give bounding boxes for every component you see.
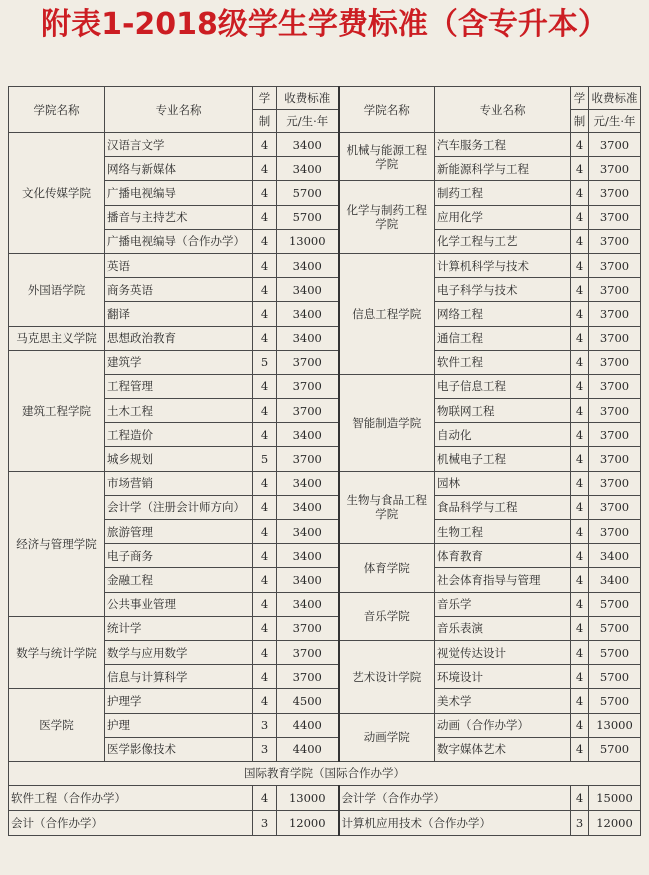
tuition-fee: 3700	[589, 447, 641, 471]
major-name: 旅游管理	[105, 520, 253, 544]
major-name: 工程造价	[105, 423, 253, 447]
tuition-fee: 3700	[589, 278, 641, 302]
major-name: 生物工程	[435, 520, 571, 544]
study-years: 3	[571, 811, 589, 836]
study-years: 4	[253, 471, 277, 495]
study-years: 4	[571, 713, 589, 737]
study-years: 4	[253, 205, 277, 229]
header-college: 学院名称	[9, 87, 105, 133]
major-name: 土木工程	[105, 399, 253, 423]
tuition-fee: 3700	[277, 399, 339, 423]
college-name: 信息工程学院	[339, 253, 435, 374]
tuition-fee: 3400	[277, 253, 339, 277]
tuition-fee: 3400	[589, 568, 641, 592]
study-years: 3	[253, 737, 277, 761]
tuition-fee: 3700	[589, 520, 641, 544]
header-major: 专业名称	[105, 87, 253, 133]
major-name: 计算机科学与技术	[435, 253, 571, 277]
tuition-fee: 3700	[589, 495, 641, 519]
study-years: 4	[571, 471, 589, 495]
college-name: 机械与能源工程学院	[339, 133, 435, 181]
tuition-fee: 3700	[277, 374, 339, 398]
college-name: 外国语学院	[9, 253, 105, 326]
study-years: 4	[571, 157, 589, 181]
major-name: 音乐表演	[435, 616, 571, 640]
major-name: 翻译	[105, 302, 253, 326]
major-name: 食品科学与工程	[435, 495, 571, 519]
intl-major-name: 会计学（合作办学）	[339, 786, 571, 811]
tuition-fee: 3700	[277, 447, 339, 471]
major-name: 美术学	[435, 689, 571, 713]
tuition-fee: 3400	[277, 326, 339, 350]
study-years: 4	[571, 253, 589, 277]
header-years-top: 学	[571, 87, 589, 110]
tuition-fee: 3400	[277, 592, 339, 616]
study-years: 4	[253, 423, 277, 447]
study-years: 4	[253, 544, 277, 568]
header-years-bottom: 制	[571, 110, 589, 133]
major-name: 汉语言文学	[105, 133, 253, 157]
study-years: 4	[571, 302, 589, 326]
major-name: 软件工程	[435, 350, 571, 374]
study-years: 4	[571, 737, 589, 761]
tuition-fee: 3400	[277, 302, 339, 326]
tuition-fee: 13000	[277, 229, 339, 253]
major-name: 物联网工程	[435, 399, 571, 423]
major-name: 新能源科学与工程	[435, 157, 571, 181]
study-years: 4	[571, 278, 589, 302]
header-college: 学院名称	[339, 87, 435, 133]
intl-major-name: 计算机应用技术（合作办学）	[339, 811, 571, 836]
study-years: 4	[571, 786, 589, 811]
study-years: 4	[571, 640, 589, 664]
tuition-fee: 13000	[277, 786, 339, 811]
header-unit: 元/生·年	[277, 110, 339, 133]
table-row	[9, 350, 641, 374]
study-years: 4	[571, 399, 589, 423]
study-years: 4	[253, 786, 277, 811]
study-years: 4	[253, 520, 277, 544]
study-years: 4	[571, 374, 589, 398]
major-name: 护理	[105, 713, 253, 737]
table-row	[9, 616, 641, 640]
tuition-fee: 15000	[589, 786, 641, 811]
major-name: 园林	[435, 471, 571, 495]
study-years: 4	[253, 640, 277, 664]
tuition-fee: 4400	[277, 737, 339, 761]
header-fee: 收费标准	[277, 87, 339, 110]
study-years: 5	[253, 350, 277, 374]
tuition-fee: 3700	[589, 253, 641, 277]
college-name: 化学与制药工程学院	[339, 181, 435, 254]
major-name: 会计学（注册会计师方向）	[105, 495, 253, 519]
study-years: 4	[253, 302, 277, 326]
tuition-fee: 13000	[589, 713, 641, 737]
study-years: 4	[571, 689, 589, 713]
major-name: 商务英语	[105, 278, 253, 302]
tuition-fee: 3400	[589, 544, 641, 568]
study-years: 4	[253, 495, 277, 519]
study-years: 4	[253, 133, 277, 157]
study-years: 4	[571, 568, 589, 592]
table-row	[9, 253, 641, 277]
table-row	[9, 811, 641, 836]
major-name: 工程管理	[105, 374, 253, 398]
tuition-fee: 3700	[589, 471, 641, 495]
major-name: 网络与新媒体	[105, 157, 253, 181]
study-years: 4	[571, 133, 589, 157]
college-name: 文化传媒学院	[9, 133, 105, 254]
tuition-fee: 5700	[589, 592, 641, 616]
study-years: 4	[571, 229, 589, 253]
study-years: 4	[253, 278, 277, 302]
college-name: 艺术设计学院	[339, 640, 435, 713]
major-name: 医学影像技术	[105, 737, 253, 761]
college-name: 建筑工程学院	[9, 350, 105, 471]
major-name: 数字媒体艺术	[435, 737, 571, 761]
tuition-fee: 3400	[277, 495, 339, 519]
tuition-fee: 3400	[277, 157, 339, 181]
college-name: 医学院	[9, 689, 105, 762]
college-name: 数学与统计学院	[9, 616, 105, 689]
tuition-fee: 3700	[589, 157, 641, 181]
major-name: 社会体育指导与管理	[435, 568, 571, 592]
major-name: 网络工程	[435, 302, 571, 326]
tuition-fee: 5700	[589, 640, 641, 664]
study-years: 4	[253, 616, 277, 640]
tuition-fee-table	[8, 86, 641, 836]
major-name: 信息与计算科学	[105, 665, 253, 689]
tuition-fee: 3700	[589, 133, 641, 157]
major-name: 体育教育	[435, 544, 571, 568]
tuition-fee: 3700	[589, 229, 641, 253]
tuition-fee: 5700	[277, 205, 339, 229]
study-years: 4	[253, 326, 277, 350]
header-fee: 收费标准	[589, 87, 641, 110]
major-name: 思想政治教育	[105, 326, 253, 350]
tuition-fee: 5700	[589, 616, 641, 640]
major-name: 建筑学	[105, 350, 253, 374]
major-name: 广播电视编导（合作办学）	[105, 229, 253, 253]
tuition-fee: 3700	[589, 423, 641, 447]
study-years: 4	[571, 205, 589, 229]
study-years: 3	[253, 811, 277, 836]
major-name: 汽车服务工程	[435, 133, 571, 157]
tuition-fee: 3400	[277, 544, 339, 568]
tuition-fee: 12000	[589, 811, 641, 836]
study-years: 4	[571, 592, 589, 616]
tuition-fee: 3400	[277, 568, 339, 592]
tuition-fee: 3700	[277, 640, 339, 664]
major-name: 动画（合作办学）	[435, 713, 571, 737]
major-name: 数学与应用数学	[105, 640, 253, 664]
major-name: 电子科学与技术	[435, 278, 571, 302]
intl-college-title: 国际教育学院（国际合作办学）	[9, 761, 641, 785]
major-name: 化学工程与工艺	[435, 229, 571, 253]
tuition-fee: 3700	[589, 326, 641, 350]
study-years: 4	[571, 181, 589, 205]
study-years: 4	[571, 520, 589, 544]
study-years: 4	[253, 592, 277, 616]
tuition-fee: 3700	[277, 665, 339, 689]
study-years: 4	[571, 350, 589, 374]
major-name: 广播电视编导	[105, 181, 253, 205]
study-years: 4	[571, 665, 589, 689]
major-name: 市场营销	[105, 471, 253, 495]
study-years: 3	[253, 713, 277, 737]
study-years: 4	[253, 253, 277, 277]
tuition-fee: 3400	[277, 520, 339, 544]
intl-major-name: 会计（合作办学）	[9, 811, 253, 836]
table-row	[9, 133, 641, 157]
table-row	[9, 786, 641, 811]
table-row	[9, 689, 641, 713]
header-years-top: 学	[253, 87, 277, 110]
tuition-fee: 4400	[277, 713, 339, 737]
tuition-fee: 5700	[589, 689, 641, 713]
tuition-fee: 3700	[277, 350, 339, 374]
major-name: 城乡规划	[105, 447, 253, 471]
major-name: 视觉传达设计	[435, 640, 571, 664]
table-row	[9, 471, 641, 495]
major-name: 音乐学	[435, 592, 571, 616]
tuition-fee: 3400	[277, 133, 339, 157]
header-years-bottom: 制	[253, 110, 277, 133]
college-name: 体育学院	[339, 544, 435, 592]
major-name: 电子商务	[105, 544, 253, 568]
study-years: 5	[253, 447, 277, 471]
study-years: 4	[253, 157, 277, 181]
header-major: 专业名称	[435, 87, 571, 133]
college-name: 音乐学院	[339, 592, 435, 640]
study-years: 4	[571, 326, 589, 350]
major-name: 通信工程	[435, 326, 571, 350]
tuition-fee: 3700	[589, 374, 641, 398]
tuition-fee: 5700	[277, 181, 339, 205]
tuition-fee: 3700	[277, 616, 339, 640]
major-name: 自动化	[435, 423, 571, 447]
major-name: 应用化学	[435, 205, 571, 229]
tuition-fee: 3400	[277, 471, 339, 495]
major-name: 统计学	[105, 616, 253, 640]
major-name: 英语	[105, 253, 253, 277]
college-name: 经济与管理学院	[9, 471, 105, 616]
tuition-fee: 3400	[277, 423, 339, 447]
study-years: 4	[253, 689, 277, 713]
study-years: 4	[253, 181, 277, 205]
major-name: 环境设计	[435, 665, 571, 689]
study-years: 4	[571, 495, 589, 519]
tuition-fee: 3700	[589, 350, 641, 374]
major-name: 制药工程	[435, 181, 571, 205]
header-unit: 元/生·年	[589, 110, 641, 133]
tuition-fee: 3700	[589, 205, 641, 229]
major-name: 护理学	[105, 689, 253, 713]
tuition-fee: 3700	[589, 181, 641, 205]
major-name: 电子信息工程	[435, 374, 571, 398]
major-name: 播音与主持艺术	[105, 205, 253, 229]
college-name: 生物与食品工程学院	[339, 471, 435, 544]
tuition-fee: 5700	[589, 665, 641, 689]
major-name: 公共事业管理	[105, 592, 253, 616]
college-name: 动画学院	[339, 713, 435, 761]
study-years: 4	[571, 447, 589, 471]
tuition-fee: 5700	[589, 737, 641, 761]
study-years: 4	[571, 616, 589, 640]
college-name: 智能制造学院	[339, 374, 435, 471]
college-name: 马克思主义学院	[9, 326, 105, 350]
study-years: 4	[571, 423, 589, 447]
major-name: 金融工程	[105, 568, 253, 592]
tuition-fee: 4500	[277, 689, 339, 713]
intl-major-name: 软件工程（合作办学）	[9, 786, 253, 811]
study-years: 4	[253, 399, 277, 423]
study-years: 4	[253, 568, 277, 592]
study-years: 4	[253, 374, 277, 398]
study-years: 4	[571, 544, 589, 568]
tuition-fee: 3700	[589, 302, 641, 326]
table-row	[9, 326, 641, 350]
study-years: 4	[253, 229, 277, 253]
tuition-fee: 3400	[277, 278, 339, 302]
study-years: 4	[253, 665, 277, 689]
major-name: 机械电子工程	[435, 447, 571, 471]
page-title: 附表1-2018级学生学费标准（含专升本）	[41, 7, 608, 42]
tuition-fee: 3700	[589, 399, 641, 423]
tuition-fee: 12000	[277, 811, 339, 836]
